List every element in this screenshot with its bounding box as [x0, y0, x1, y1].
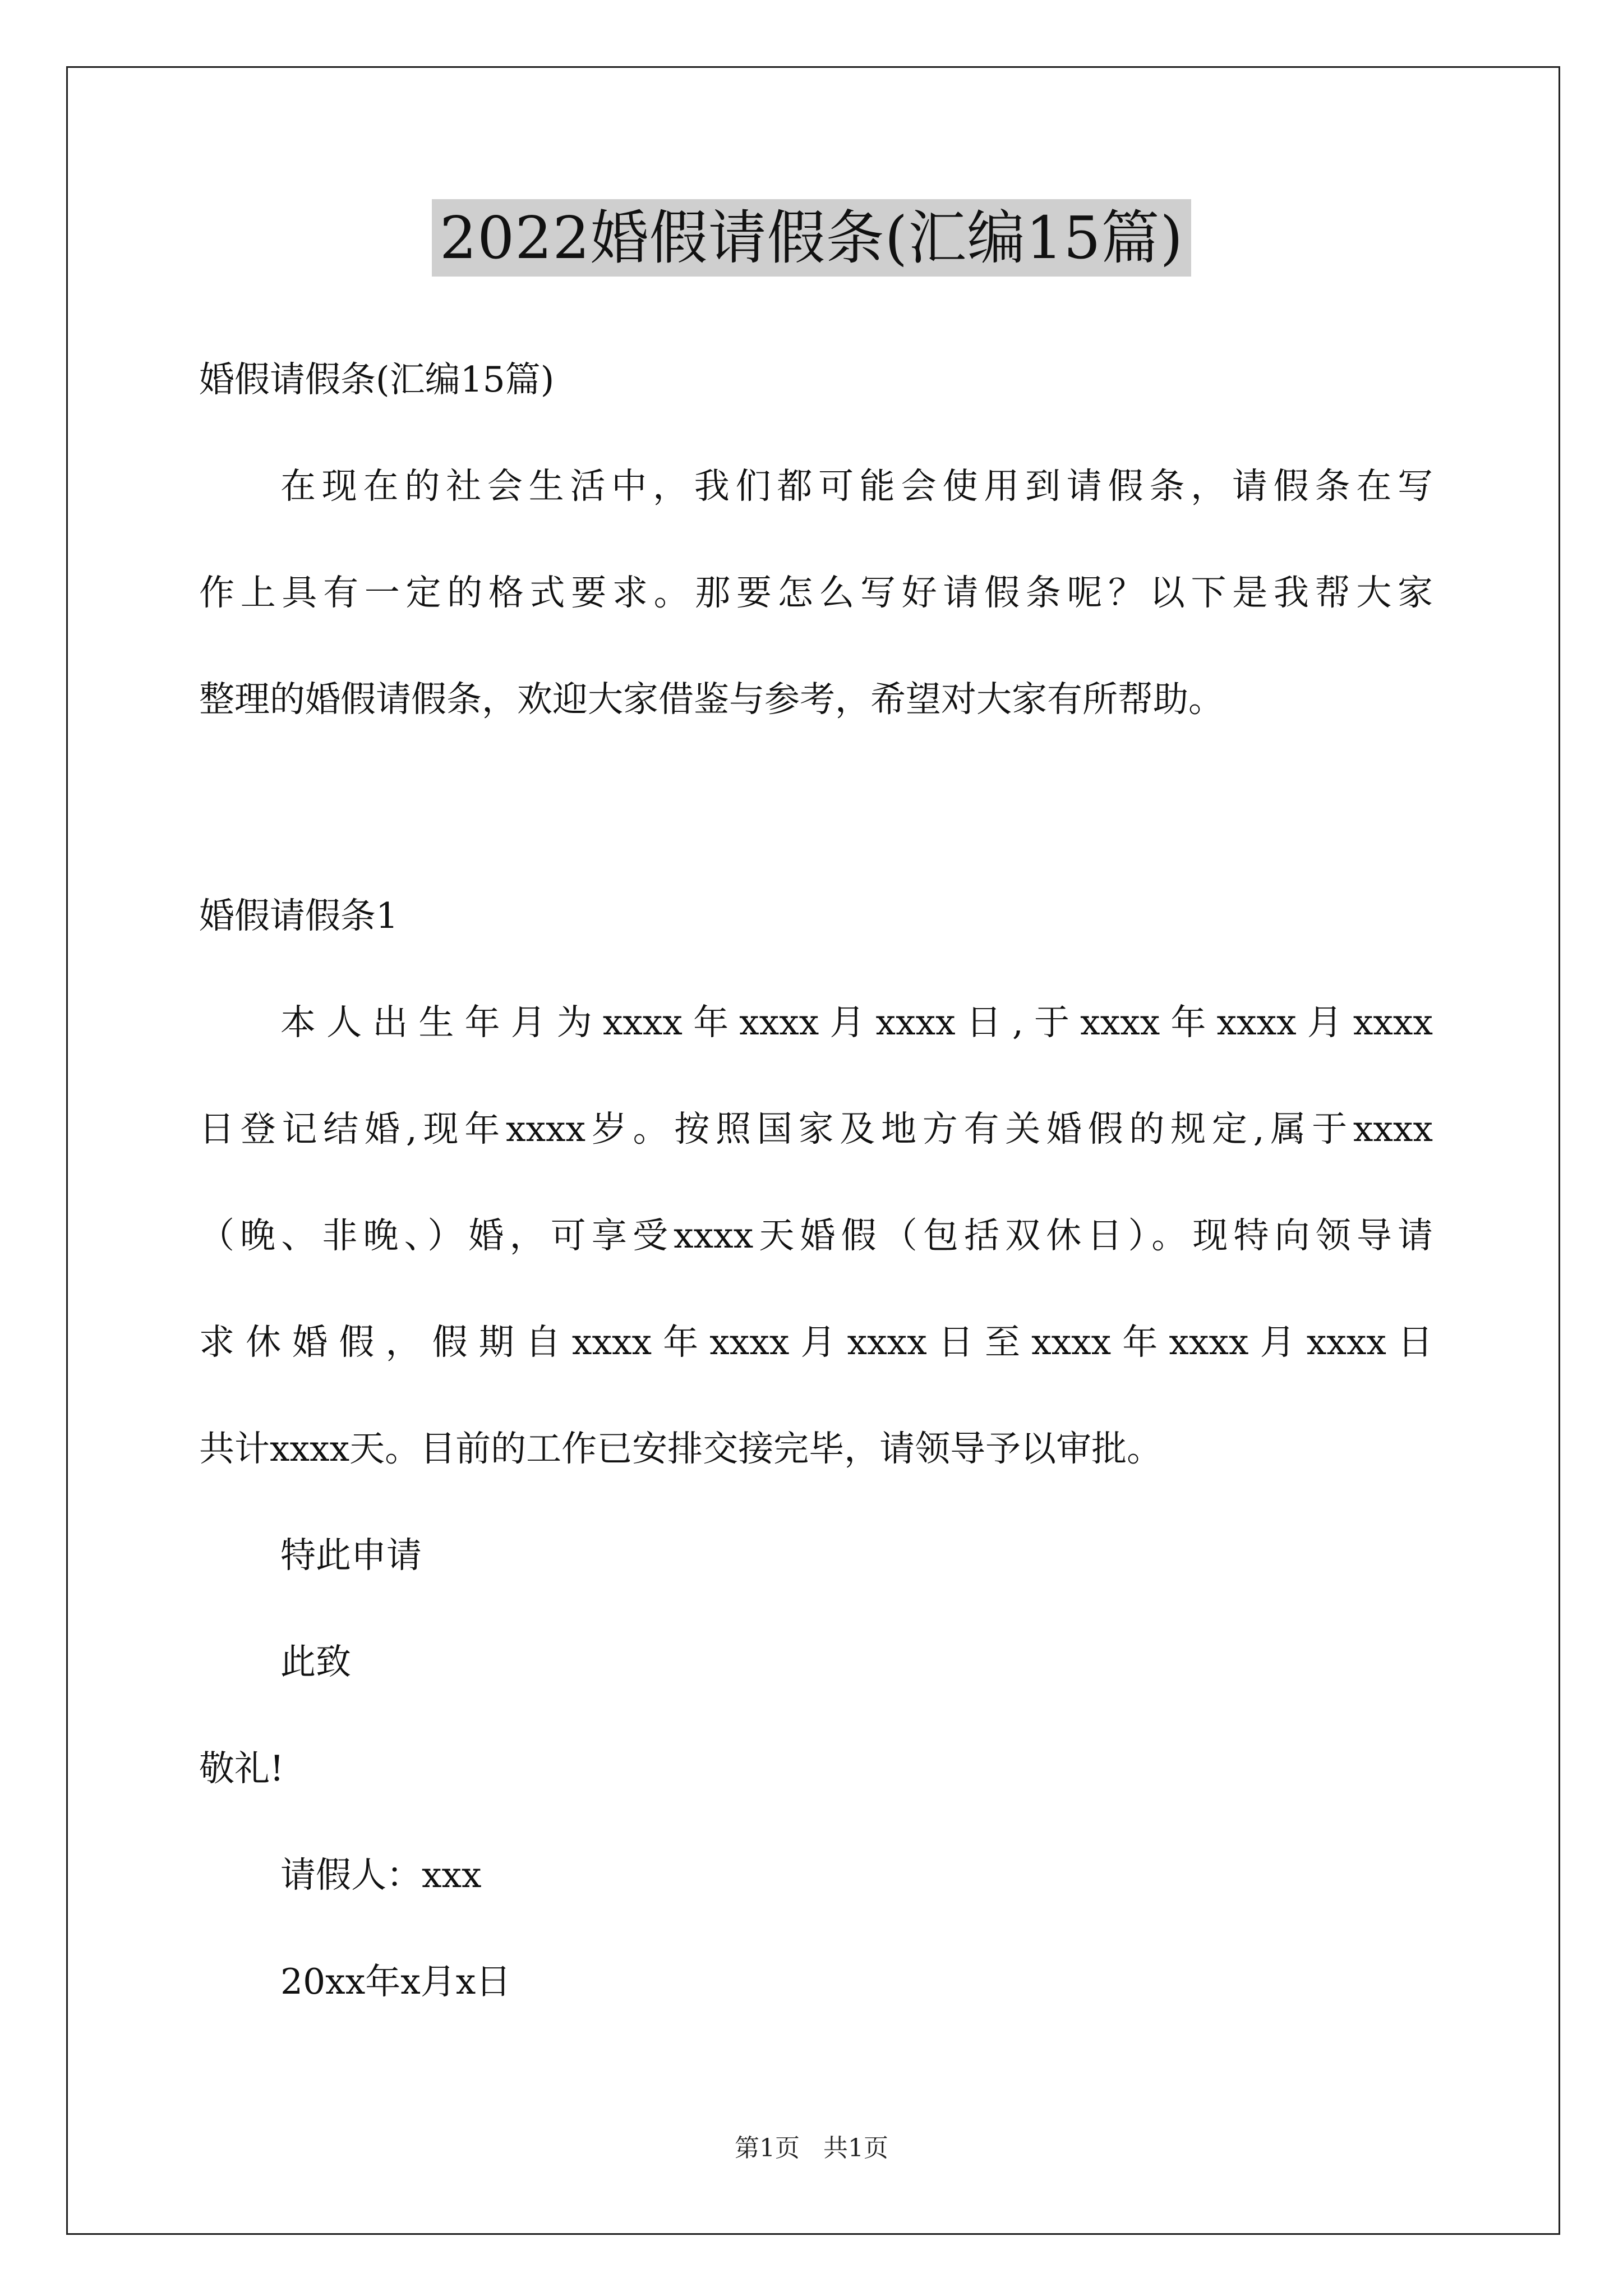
body-line-2: 日登记结婚,现年xxxx岁。按照国家及地方有关婚假的规定,属于xxxx	[199, 1108, 1433, 1149]
document-subtitle: 婚假请假条(汇编15篇)	[199, 359, 555, 400]
body-line-3: （晚、非晚、）婚，可享受xxxx天婚假（包括双休日）。现特向领导请	[199, 1215, 1433, 1256]
page-number: 第1页	[735, 2134, 800, 2162]
intro-line-1: 在现在的社会生活中，我们都可能会使用到请假条，请假条在写	[280, 466, 1433, 507]
signature-date: 20xx年x月x日	[280, 1961, 511, 2002]
closing-regards: 此致	[280, 1641, 351, 1682]
intro-line-2: 作上具有一定的格式要求。那要怎么写好请假条呢？以下是我帮大家	[199, 572, 1433, 613]
applicant-signature: 请假人：xxx	[280, 1855, 482, 1895]
closing-request: 特此申请	[280, 1535, 422, 1576]
body-line-1: 本人出生年月为xxxx年xxxx月xxxx日,于xxxx年xxxx月xxxx	[280, 1002, 1433, 1043]
page-total: 共1页	[823, 2134, 888, 2162]
intro-line-3: 整理的婚假请假条，欢迎大家借鉴与参考，希望对大家有所帮助。	[199, 679, 1224, 720]
document-title: 2022婚假请假条(汇编15篇)	[432, 199, 1191, 277]
title-container	[0, 199, 1623, 277]
body-line-5: 共计xxxx天。目前的工作已安排交接完毕，请领导予以审批。	[199, 1428, 1163, 1469]
salutation: 敬礼!	[199, 1748, 284, 1789]
page-footer	[0, 2132, 1623, 2165]
section-heading: 婚假请假条1	[199, 895, 399, 936]
body-line-4: 求休婚假，假期自xxxx年xxxx月xxxx日至xxxx年xxxx月xxxx日	[199, 1322, 1433, 1363]
